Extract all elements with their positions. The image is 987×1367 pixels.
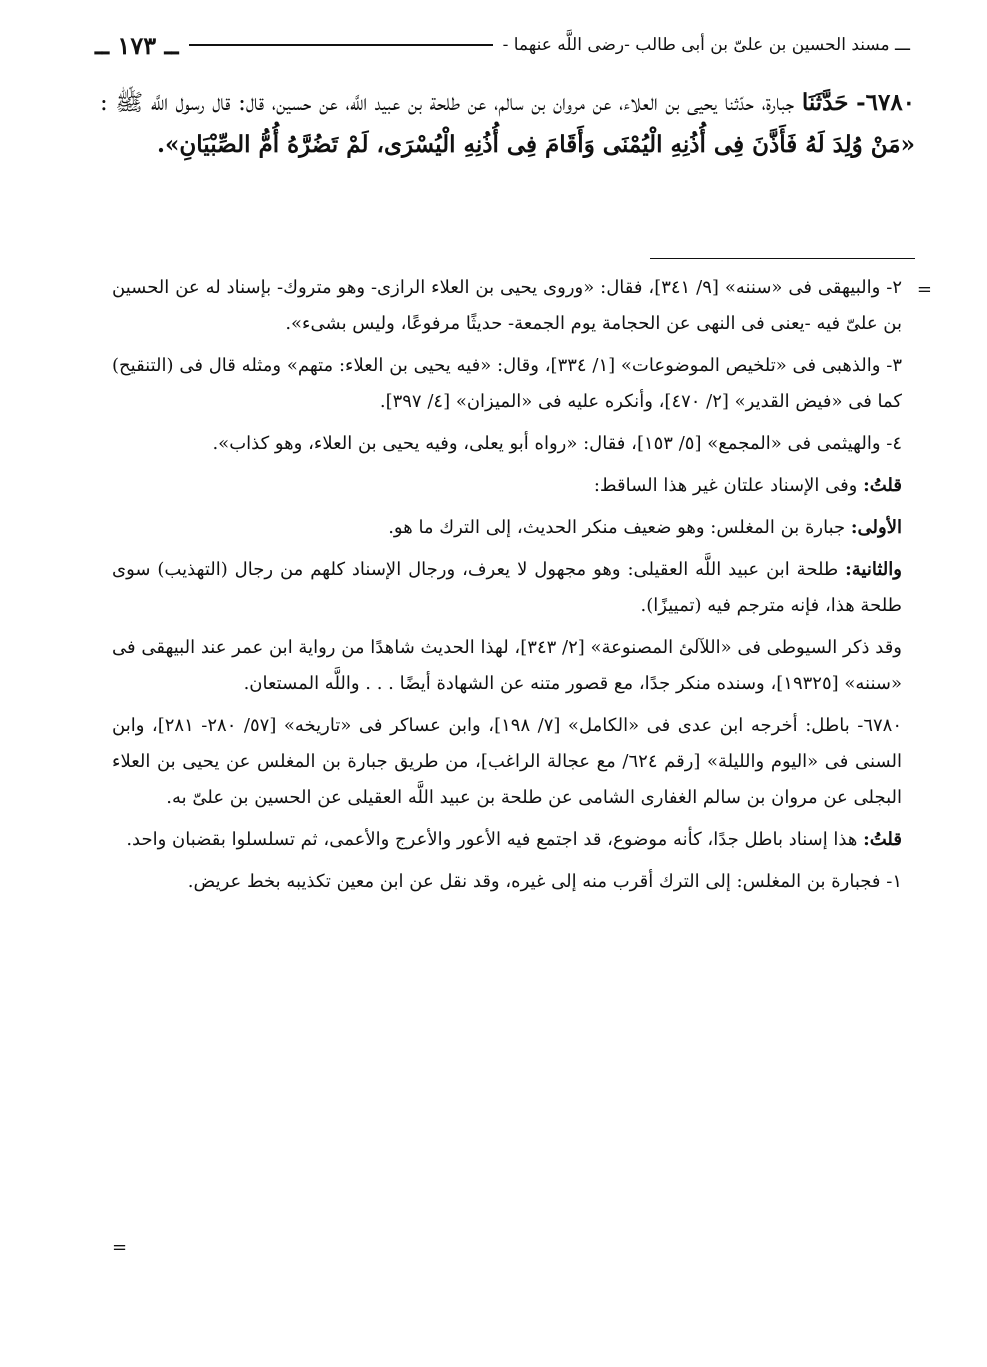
note-4: ٤- والهيثمى فى «المجمع» [٥/ ١٥٣]، فقال: «رواه أبو يعلى، وفيه يحيى بن العلاء، وهو كذاب». — [212, 433, 902, 454]
second-illa-text: طلحة ابن عبيد اللَّه العقيلى: وهو مجهول لا يعرف، ورجال الإسناد كلهم من رجال (التهذيب) سوى طلحة هذا، فإنه مترجم فيه (تمييزًا). — [112, 559, 902, 616]
matn-text: «مَنْ وُلِدَ لَهُ فَأَذَّنَ فِى أُذُنِهِ الْيُمْنَى وَأَقَامَ فِى أُذُنِهِ الْيُسْرَى، لَمْ تَضُرَّهُ أُمُّ الصِّبْيَانِ». — [156, 131, 915, 158]
qultu-1-text: وفى الإسناد علتان غير هذا الساقط: — [593, 475, 858, 496]
header-title: ـــ مسند الحسين بن علىّ بن أبى طالب -رضى اللَّه عنهما - — [502, 35, 910, 55]
running-header — [95, 28, 910, 62]
page-number: ــ ١٧٣ ــ — [95, 30, 179, 60]
bottom-continuation-mark: = — [112, 1237, 128, 1258]
qultu-2-label: قلتُ: — [863, 829, 902, 850]
qultu-1-label: قلتُ: — [863, 475, 902, 496]
first-illa-text: جبارة بن المغلس: وهو ضعيف منكر الحديث، إلى الترك ما هو. — [388, 517, 846, 538]
qultu-2 — [112, 822, 902, 858]
qultu-1 — [112, 468, 902, 504]
suyuti-note: وقد ذكر السيوطى فى «اللآلئ المصنوعة» [٢/ ٣٤٣]، لهذا الحديث شاهدًا من رواية ابن عمر عند البيهقى فى «سننه» [١٩٣٢٥]، وسنده منكر جدًا، مع قصور متنه عن الشهادة أيضًا . . . واللَّه المستعان. — [112, 637, 902, 694]
takhrij-note: ٦٧٨٠- باطل: أخرجه ابن عدى فى «الكامل» [٧/ ١٩٨]، وابن عساكر فى «تاريخه» [٥٧/ ٢٨٠- ٢٨١]، وابن السنى فى «اليوم والليلة» [رقم ٦٢٤/ مع عجالة الراغب]، من طريق جبارة بن المغلس عن يحيى بن العلاء البجلى عن مروان بن سالم الغفارى الشامى عن طلحة بن عبيد اللَّه العقيلى عن الحسين بن علىّ به. — [112, 715, 902, 808]
isnad-text: جبارة، حدّثنا يحيى بن العلاء، عن مروان بن سالم، عن طلحة بن عبيد اللَّه، عن حسين، قال: قال رسول اللَّه ﷺ : — [100, 90, 795, 116]
hadith-number: ٦٧٨٠- — [856, 89, 916, 116]
note-3: ٣- والذهبى فى «تلخيص الموضوعات» [١/ ٣٣٤]، وقال: «فيه يحيى بن العلاء: متهم» ومثله قال فى (التنقيح) كما فى «فيض القدير» [٢/ ٤٧٠]، وأنكره عليه فى «الميزان» [٤/ ٣٩٧]. — [112, 355, 902, 412]
second-illa — [112, 552, 902, 624]
first-illa — [112, 510, 902, 546]
note-1: ١- فجبارة بن المغلس: إلى الترك أقرب منه إلى غيره، وقد نقل عن ابن معين تكذيبه بخط عريض. — [187, 871, 902, 892]
footnotes — [112, 270, 902, 906]
continuation-mark: = — [916, 279, 932, 300]
hadith-text — [100, 82, 915, 166]
second-illa-label: والثانية: — [845, 559, 902, 580]
note-2: ٢- والبيهقى فى «سننه» [٩/ ٣٤١]، فقال: «وروى يحيى بن العلاء الرازى- وهو متروك- بإسناد له عن الحسين بن علىّ فيه -يعنى فى النهى عن الحجامة يوم الجمعة- حديثًا مرفوعًا، وليس بشىء». — [112, 277, 902, 334]
haddathana-word: حَدَّثَنَا — [801, 89, 849, 116]
first-illa-label: الأولى: — [850, 517, 902, 538]
qultu-2-text: هذا إسناد باطل جدًا، كأنه موضوع، قد اجتمع فيه الأعور والأعرج والأعمى، ثم تسلسلوا بقضبان واحد. — [126, 829, 858, 850]
header-rule — [189, 44, 493, 46]
footnote-divider — [650, 258, 915, 259]
